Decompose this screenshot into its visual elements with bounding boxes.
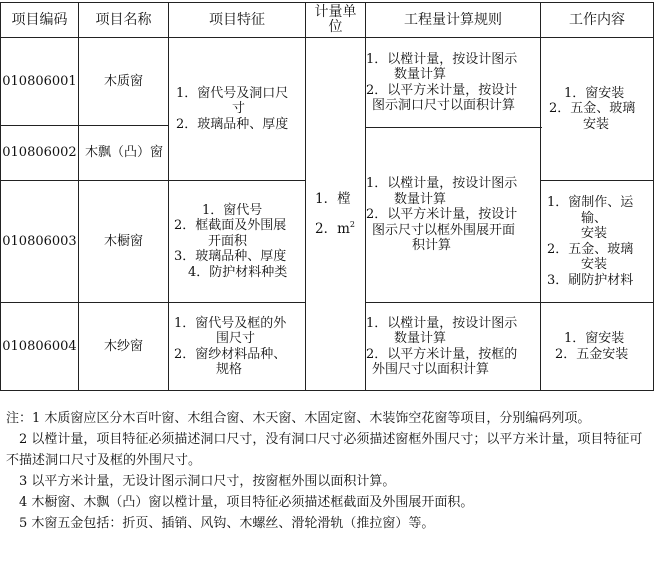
rules-line: 数量计算 (394, 67, 447, 82)
features-line: 围尺寸 (216, 331, 256, 346)
note-4: 4 木橱窗、木飘（凸）窗以樘计量，项目特征必须描述框截面及外围展开面积。 (6, 495, 474, 510)
features-line: 4．防护材料种类 (188, 264, 288, 280)
features-line: 1．窗代号 (202, 202, 263, 218)
header-name: 项目名称 (95, 11, 152, 28)
rules-group1 (366, 38, 540, 127)
rules-line: 图示洞口尺寸以面积计算 (372, 98, 516, 113)
row3-name: 木橱窗 (103, 233, 143, 249)
row2-code: 010806002 (2, 145, 77, 161)
rules-group2 (366, 128, 540, 302)
work-line: 3．刷防护材料 (547, 272, 634, 288)
work-line: 安装 (581, 226, 608, 241)
table-bottom-rule (0, 390, 653, 391)
unit-cell (306, 38, 365, 390)
note-3: 3 以平方米计量，无设计图示洞口尺寸，按窗框外围以面积计算。 (6, 474, 396, 489)
rules-line: 2．以平方米计量，按设计 (366, 82, 518, 98)
header-features: 项目特征 (209, 11, 265, 28)
note-1: 注：1 木质窗应区分木百叶窗、木组合窗、木天窗、木固定窗、木装饰空花窗等项目，分别编码列项。 (6, 411, 591, 426)
unit-item (315, 212, 365, 242)
work-line: 安装 (581, 257, 608, 272)
features-line: 1．窗代号及洞口尺 (176, 85, 289, 101)
rules-line: 数量计算 (394, 331, 447, 346)
features-line: 规格 (216, 362, 243, 377)
rules-line: 2．以平方米计量，按框的 (366, 346, 518, 362)
rules-line: 图示尺寸以框外围展开面 (372, 222, 516, 238)
row4-code: 010806004 (2, 338, 77, 354)
row4-name: 木纱窗 (103, 338, 143, 354)
header-work: 工作内容 (569, 11, 625, 28)
col2-rule (168, 2, 169, 391)
features-line: 2．窗纱材料品种、 (174, 346, 287, 362)
border-right (653, 2, 654, 391)
features-rows1-2 (170, 38, 304, 180)
features-row3 (170, 181, 304, 302)
features-line: 寸 (232, 101, 246, 117)
work-line: 2．五金、玻璃 (547, 241, 634, 257)
work-group1 (541, 38, 653, 180)
header-rules: 工程量计算规则 (404, 11, 502, 28)
work-line: 1．窗安装 (564, 85, 625, 101)
row2-name: 木飘（凸）窗 (84, 145, 163, 161)
features-line: 3．玻璃品种、厚度 (174, 249, 287, 265)
work-line: 1．窗制作、运 (547, 195, 634, 210)
row1-name: 木质窗 (103, 73, 143, 89)
work-line: 输、 (581, 210, 608, 226)
features-row4 (170, 303, 304, 390)
unit-superscript: 2 (349, 220, 355, 229)
rules-line: 积计算 (412, 238, 452, 254)
features-line: 2．框截面及外围展 (174, 218, 287, 234)
work-line: 1．窗安装 (564, 331, 625, 346)
features-line: 开面积 (208, 233, 248, 249)
row3-code: 010806003 (2, 233, 77, 249)
rules-line: 外围尺寸以面积计算 (372, 362, 490, 377)
work-line: 安装 (583, 116, 610, 132)
rules-line: 数量计算 (394, 191, 447, 207)
note-5: 5 木窗五金包括：折页、插销、风钩、木螺丝、滑轮滑轨（推拉窗）等。 (6, 516, 435, 531)
features-line: 2．玻璃品种、厚度 (176, 116, 289, 132)
unit-text: 2．m (315, 221, 350, 237)
rules-line: 1．以樘计量，按设计图示 (366, 315, 518, 331)
work-line: 2．五金安装 (555, 346, 629, 362)
rules-group3 (366, 303, 540, 390)
header-code: 项目编码 (11, 11, 68, 28)
rules-line: 1．以樘计量，按设计图示 (366, 51, 518, 67)
work-group3 (541, 303, 653, 390)
features-line: 1．窗代号及框的外 (174, 315, 287, 331)
work-group2 (541, 181, 653, 302)
header-unit: 计量单位 (314, 4, 357, 35)
row1-code: 010806001 (2, 73, 77, 89)
note-2: 2 以樘计量，项目特征必须描述洞口尺寸，没有洞口尺寸必须描述窗框外围尺寸；以平方米计量，项目特征可不描述洞口尺寸及框的外围尺寸。 (6, 432, 643, 468)
rules-line: 2．以平方米计量，按设计 (366, 207, 518, 223)
work-line: 2．五金、玻璃 (549, 101, 636, 117)
rules-line: 1．以樘计量，按设计图示 (366, 176, 518, 192)
unit-item: 1．樘 (315, 191, 351, 207)
table-notes (6, 408, 651, 534)
